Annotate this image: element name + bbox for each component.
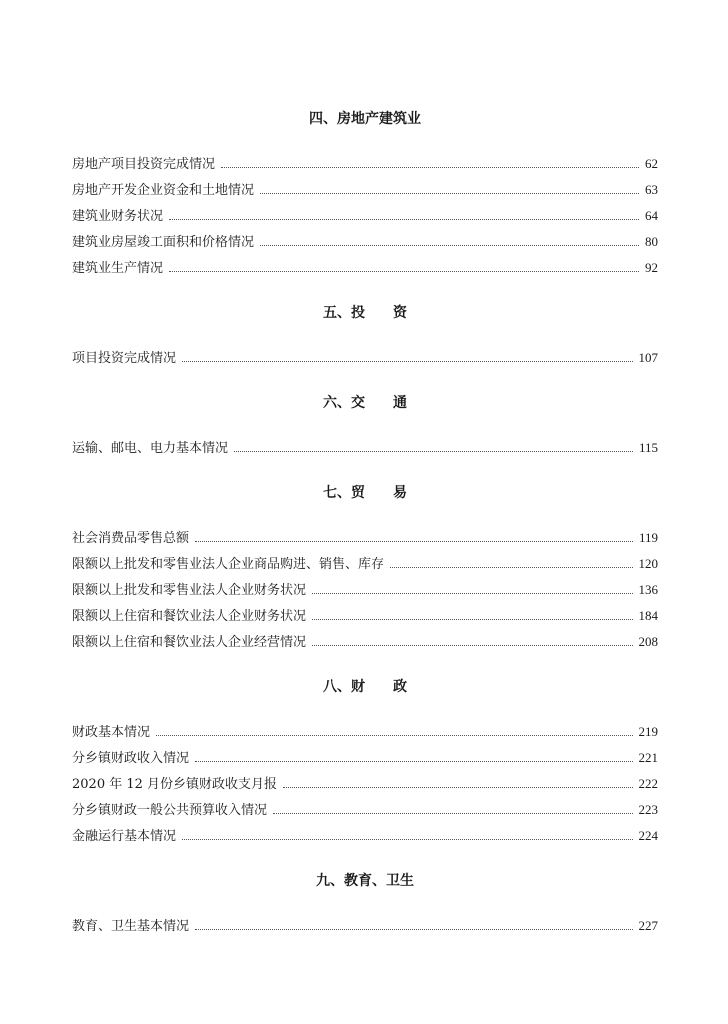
toc-entry[interactable]: [72, 823, 658, 849]
toc-section: [72, 871, 658, 939]
dot-leader: [156, 735, 632, 736]
toc-entry[interactable]: [72, 797, 658, 823]
entry-label: 房地产开发企业资金和土地情况: [72, 183, 255, 198]
section-entries: [72, 435, 658, 461]
entry-label: 金融运行基本情况: [72, 829, 177, 844]
dot-leader: [273, 813, 632, 814]
entry-label: 建筑业生产情况: [72, 261, 164, 276]
toc-section: [72, 393, 658, 461]
entry-label: 限额以上住宿和餐饮业法人企业经营情况: [72, 635, 307, 650]
toc-section: [72, 677, 658, 849]
toc-entry[interactable]: [72, 345, 658, 371]
entry-page-number: 227: [638, 918, 658, 933]
section-title: 五、投 资: [323, 305, 407, 321]
entry-label: 分乡镇财政一般公共预算收入情况: [72, 803, 268, 818]
toc-entry[interactable]: [72, 603, 658, 629]
dot-leader: [169, 271, 639, 272]
section-title: 八、财 政: [323, 679, 407, 695]
toc-entry[interactable]: [72, 551, 658, 577]
section-entries: [72, 913, 658, 939]
entry-page-number: 62: [645, 156, 658, 171]
table-of-contents: [72, 109, 658, 961]
entry-page-number: 92: [645, 260, 658, 275]
toc-entry[interactable]: [72, 177, 658, 203]
dot-leader: [234, 451, 633, 452]
entry-page-number: 63: [645, 182, 658, 197]
dot-leader: [195, 541, 633, 542]
section-title: 四、房地产建筑业: [309, 111, 421, 127]
section-title: 六、交 通: [323, 395, 407, 411]
entry-page-number: 208: [638, 634, 658, 649]
entry-page-number: 64: [645, 208, 658, 223]
entry-label: 建筑业财务状况: [72, 209, 164, 224]
toc-entry[interactable]: [72, 629, 658, 655]
dot-leader: [312, 645, 632, 646]
dot-leader: [283, 787, 632, 788]
entry-page-number: 222: [638, 776, 658, 791]
toc-entry[interactable]: [72, 525, 658, 551]
toc-section: [72, 303, 658, 371]
section-entries: [72, 719, 658, 849]
dot-leader: [182, 839, 632, 840]
entry-page-number: 115: [638, 440, 658, 455]
entry-label: 运输、邮电、电力基本情况: [72, 441, 229, 456]
dot-leader: [312, 619, 632, 620]
dot-leader: [169, 219, 639, 220]
entry-label: 教育、卫生基本情况: [72, 919, 190, 934]
section-entries: [72, 345, 658, 371]
entry-page-number: 80: [645, 234, 658, 249]
toc-entry[interactable]: [72, 719, 658, 745]
entry-label: 2020 年 12 月份乡镇财政收支月报: [72, 777, 278, 792]
toc-entry[interactable]: [72, 255, 658, 281]
entry-page-number: 221: [638, 750, 658, 765]
dot-leader: [260, 193, 639, 194]
toc-entry[interactable]: [72, 771, 658, 797]
toc-entry[interactable]: [72, 913, 658, 939]
dot-leader: [182, 361, 632, 362]
entry-label: 限额以上批发和零售业法人企业财务状况: [72, 583, 307, 598]
toc-entry[interactable]: [72, 577, 658, 603]
dot-leader: [260, 245, 639, 246]
toc-entry[interactable]: [72, 151, 658, 177]
toc-section: [72, 109, 658, 281]
entry-page-number: 107: [638, 350, 658, 365]
toc-entry[interactable]: [72, 435, 658, 461]
section-title: 七、贸 易: [323, 485, 407, 501]
entry-page-number: 219: [638, 724, 658, 739]
entry-page-number: 184: [638, 608, 658, 623]
entry-page-number: 120: [638, 556, 658, 571]
entry-label: 房地产项目投资完成情况: [72, 157, 216, 172]
entry-label: 财政基本情况: [72, 725, 151, 740]
toc-entry[interactable]: [72, 745, 658, 771]
entry-label: 限额以上批发和零售业法人企业商品购进、销售、库存: [72, 557, 385, 572]
entry-label: 建筑业房屋竣工面积和价格情况: [72, 235, 255, 250]
toc-entry[interactable]: [72, 229, 658, 255]
entry-label: 项目投资完成情况: [72, 351, 177, 366]
entry-page-number: 224: [638, 828, 658, 843]
entry-page-number: 119: [638, 530, 658, 545]
entry-label: 限额以上住宿和餐饮业法人企业财务状况: [72, 609, 307, 624]
dot-leader: [195, 761, 632, 762]
toc-section: [72, 483, 658, 655]
dot-leader: [195, 929, 632, 930]
section-entries: [72, 151, 658, 281]
section-title: 九、教育、卫生: [316, 873, 414, 889]
dot-leader: [312, 593, 632, 594]
entry-page-number: 223: [638, 802, 658, 817]
dot-leader: [221, 167, 639, 168]
entry-page-number: 136: [638, 582, 658, 597]
entry-label: 社会消费品零售总额: [72, 531, 190, 546]
entry-label: 分乡镇财政收入情况: [72, 751, 190, 766]
section-entries: [72, 525, 658, 655]
toc-entry[interactable]: [72, 203, 658, 229]
dot-leader: [390, 567, 632, 568]
